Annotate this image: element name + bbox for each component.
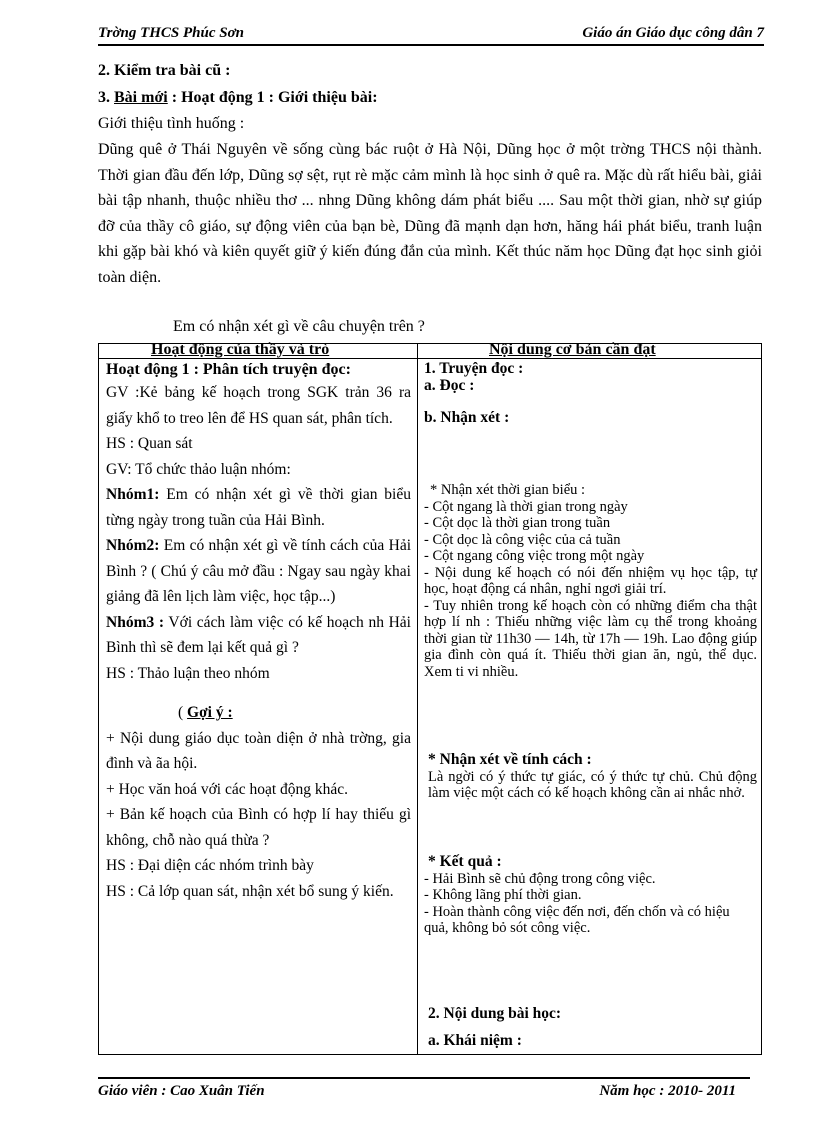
lesson-content: [424, 1006, 757, 1049]
gv-step-1: GV :Kẻ bảng kế hoạch trong SGK trản 36 ra giấy khổ to treo lên để HS quan sát, phân tích.: [106, 384, 411, 427]
activity-1-title: Hoạt động 1 : Phân tích truyện đọc:: [106, 361, 351, 378]
schedule-item: - Cột dọc là công việc của cả tuần: [424, 531, 621, 548]
lesson-heading: 2. Nội dung bài học:: [428, 1005, 562, 1022]
gv-step-2: GV: Tổ chức thảo luận nhóm:: [106, 460, 291, 478]
schedule-item: - Cột ngang là thời gian trong ngày: [424, 498, 628, 515]
result-item: - Hải Bình sẽ chủ động trong công việc.: [424, 870, 656, 887]
reading-heading: 1. Truyện đọc :: [424, 360, 524, 377]
schedule-comments: [424, 482, 757, 680]
question-text: Em có nhận xét gì về câu chuyện trên ?: [173, 318, 425, 335]
page-footer: [98, 1077, 750, 1103]
hint-2: + Học văn hoá với các hoạt động khác.: [106, 780, 349, 798]
result-item: - Hoàn thành công việc đến nơi, đến chốn và có hiệu quả, không bỏ sót công việc.: [424, 903, 730, 936]
column-divider: [417, 344, 418, 1054]
character-comments: [424, 752, 757, 802]
section-2-heading: 2. Kiểm tra bài cũ :: [98, 62, 231, 79]
result-item: - Không lãng phí thời gian.: [424, 887, 582, 903]
hint-3: + Bản kế hoạch của Bình có hợp lí hay thiếu gì không, chỗ nào quá thừa ?: [106, 806, 411, 849]
intro-label: Giới thiệu tình huống :: [98, 115, 245, 132]
group-3-task: Nhóm3 : Với cách làm việc có kế hoạch nh Hải Bình thì sẽ đem lại kết quả gì ?: [106, 613, 411, 656]
result-comments: [424, 854, 757, 937]
page-header: [98, 24, 764, 46]
col-header-activities: Hoạt động của thầy và trò: [151, 341, 330, 358]
footer-teacher: Giáo viên : Cao Xuân Tiến: [98, 1083, 265, 1099]
group-1-task: Nhóm1: Em có nhận xét gì về thời gian biểu từng ngày trong tuần của Hải Bình.: [106, 486, 411, 529]
col-header-content: Nội dung cơ bản cần đạt: [489, 341, 656, 358]
footer-year: Năm học : 2010- 2011: [599, 1083, 736, 1099]
header-school: Trờng THCS Phúc Sơn: [98, 25, 245, 41]
character-title: * Nhận xét về tính cách :: [428, 751, 592, 768]
hs-step-2: HS : Thảo luận theo nhóm: [106, 664, 270, 682]
lesson-table: [98, 343, 762, 1055]
reading-sub-b: b. Nhận xét :: [424, 409, 510, 426]
group-2-task: Nhóm2: Em có nhận xét gì về tính cách của Hải Bình ? ( Chú ý câu mở đầu : Ngay sau ngày khai giảng đã lên lịch làm việc, học tập...): [106, 537, 411, 605]
story-paragraph: Dũng quê ở Thái Nguyên về sống cùng bác ruột ở Hà Nội, Dũng học ở một trờng THCS nội thành. Thời gian đầu đến lớp, Dũng sợ sệt, rụt rè mặc cảm mình là học sinh ở quê ra. Mặc dù rất hiểu bài, giải bài tập nhanh, thuộc nhiều thơ ... nhng Dũng không dám phát biểu .... Sau một thời gian, nhờ sự giúp đỡ của thầy cô giáo, sự động viên của bạn bè, Dũng đã mạnh dạn hơn, hăng hái phát biểu, tranh luận khi gặp bài khó và kiên quyết giữ ý kiến đúng đắn của mình. Kết thúc năm học Dũng đạt học sinh giỏi toàn diện.: [98, 141, 762, 286]
left-column: [106, 360, 411, 904]
schedule-shortcomings: - Tuy nhiên trong kế hoạch còn có những điểm cha thật hợp lí nh : Thiếu những việc làm cụ thể trong khoảng thời gian từ 11h30 — 14h, từ 17h — 19h. Lao động giúp gia đình còn quá ít. Thiếu thời gian ăn, ngủ, thể dục. Xem ti vi nhiều.: [424, 597, 757, 680]
result-title: * Kết quả :: [428, 853, 502, 870]
schedule-item: - Cột ngang công việc trong một ngày: [424, 548, 645, 564]
hs-step-3: HS : Đại diện các nhóm trình bày: [106, 857, 314, 874]
concept-heading: a. Khái niệm :: [428, 1031, 522, 1049]
character-text: Là ngời có ý thức tự giác, có ý thức tự chủ. Chủ động làm việc một cách có kế hoạch không cần ai nhắc nhở.: [428, 768, 757, 801]
header-subject: Giáo án Giáo dục công dân 7: [582, 25, 764, 41]
hint-1: + Nội dung giáo dục toàn diện ở nhà trờng, gia đình và ãa hội.: [106, 729, 411, 772]
section-3-heading: 3. Bài mới : Hoạt động 1 : Giới thiệu bài:: [98, 89, 378, 106]
hint-heading: ( Gợi ý :: [178, 704, 233, 721]
reading-sub-a: a. Đọc :: [424, 376, 475, 394]
schedule-title: * Nhận xét thời gian biểu :: [430, 482, 586, 498]
schedule-item: - Cột dọc là thời gian trong tuần: [424, 515, 611, 531]
right-column: [424, 361, 757, 427]
hs-step-1: HS : Quan sát: [106, 435, 193, 452]
hs-step-4: HS : Cả lớp quan sát, nhận xét bổ sung ý kiến.: [106, 882, 394, 900]
schedule-content: - Nội dung kế hoạch có nói đến nhiệm vụ học tập, tự học, hoạt động cá nhân, nghỉ ngơi giải trí.: [424, 564, 757, 597]
